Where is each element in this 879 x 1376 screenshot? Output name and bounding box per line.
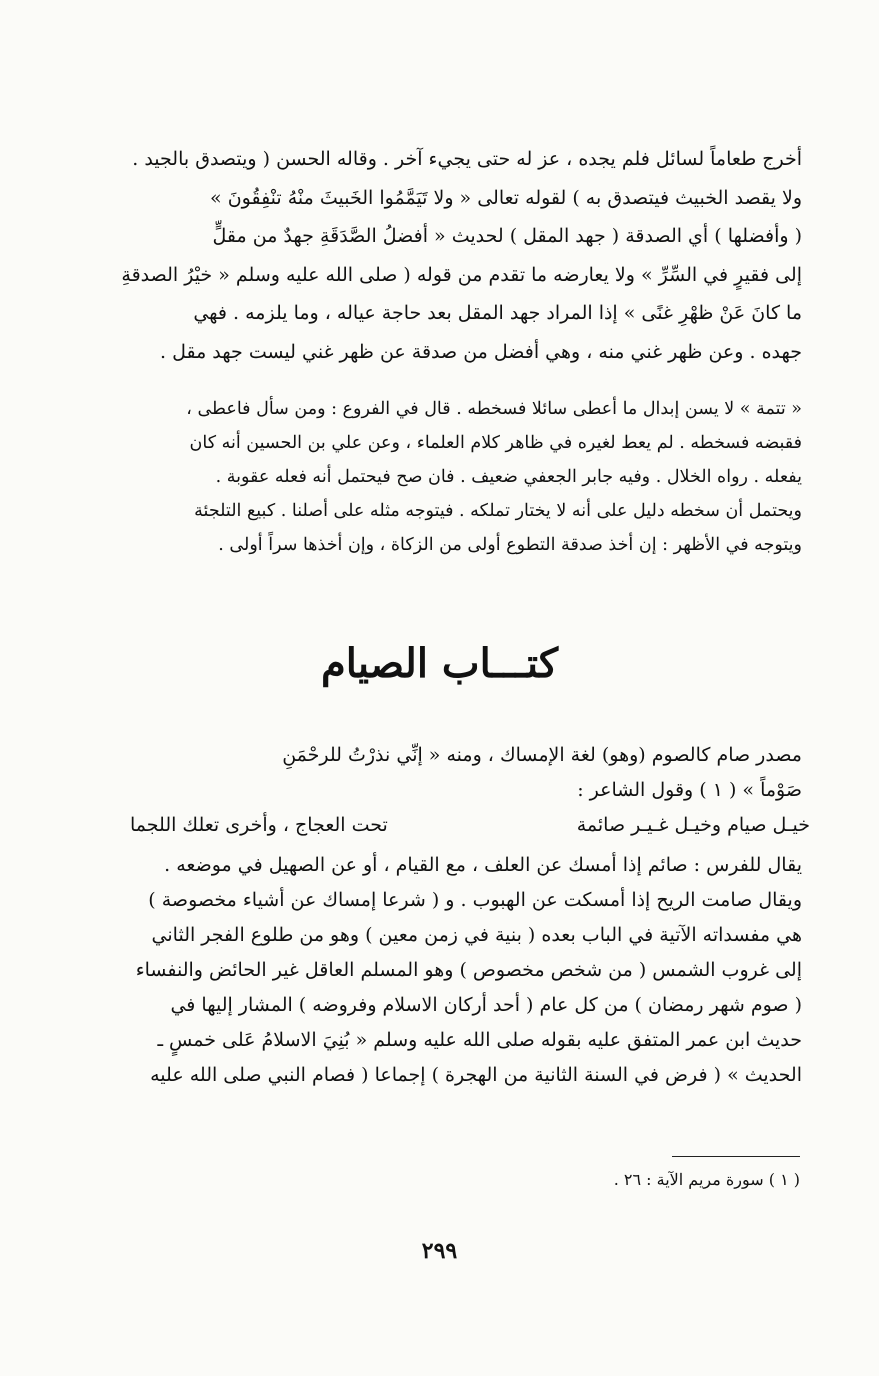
text-line: إلى فقيرٍ في السِّرِّ » ولا يعارضه ما تقدم من قوله ( صلى الله عليه وسلم « خيْرُ الصدقةِ <box>121 263 802 286</box>
text-line: ويحتمل أن سخطه دليل على أنه لا يختار تملكه . فيتوجه مثله على أصلنا . كبيع التلجئة <box>194 501 802 521</box>
footnote-divider <box>672 1156 800 1157</box>
text-line: الحديث » ( فرض في السنة الثانية من الهجرة ) إجماعا ( فصام النبي صلى الله عليه <box>150 1064 802 1086</box>
text-line: ( صوم شهر رمضان ) من كل عام ( أحد أركان الاسلام وفروضه ) المشار إليها في <box>170 994 802 1016</box>
paragraph-definition <box>92 738 802 808</box>
text-line: ويقال صامت الريح إذا أمسكت عن الهبوب . و ( شرعا إمساك عن أشياء مخصوصة ) <box>148 889 802 911</box>
footnote: ( ١ ) سورة مريم الآية : ٢٦ . <box>613 1170 800 1189</box>
text-line: ( وأفضلها ) أي الصدقة ( جهد المقل ) لحديث « أفضلُ الصَّدَقَةِ جهدٌ من مقلٍّ <box>212 225 802 247</box>
poem-hemistich-first: خيـل صيام وخيـل غـيـر صائمة <box>576 814 810 836</box>
page-number: ٢٩٩ <box>421 1238 458 1264</box>
text-line: فقبضه فسخطه . لم يعط لغيره في ظاهر كلام العلماء ، وعن علي بن الحسين أنه كان <box>189 433 802 453</box>
text-line: إلى غروب الشمس ( من شخص مخصوص ) وهو المسلم العاقل غير الحائض والنفساء <box>135 959 802 981</box>
text-line: « تتمة » لا يسن إبدال ما أعطى سائلا فسخطه . قال في الفروع : ومن سأل فاعطى ، <box>186 399 802 419</box>
poem-verse <box>130 808 810 843</box>
text-line: يقال للفرس : صائم إذا أمسك عن العلف ، مع القيام ، أو عن الصهيل في موضعه . <box>164 854 802 876</box>
poem-hemistich-second: تحت العجاج ، وأخرى تعلك اللجما <box>130 814 388 836</box>
text-line: أخرج طعاماً لسائل فلم يجده ، عز له حتى يجيء آخر . وقاله الحسن ( ويتصدق بالجيد . <box>132 148 802 170</box>
text-line: ويتوجه في الأظهر : إن أخذ صدقة التطوع أولى من الزكاة ، وإن أخذها سراً أولى . <box>218 535 802 555</box>
text-line: حديث ابن عمر المتفق عليه بقوله صلى الله عليه وسلم « بُنِيَ الاسلامُ عَلى خمسٍ ـ <box>157 1029 802 1051</box>
text-line: جهده . وعن ظهر غني منه ، وهي أفضل من صدقة عن ظهر غني ليست جهد مقل . <box>160 340 802 363</box>
text-line: مصدر صام كالصوم (وهو) لغة الإمساك ، ومنه « إنِّي نذرْتُ للرحْمَنِ <box>282 744 802 766</box>
paragraph-fasting <box>92 848 802 1093</box>
text-line: يفعله . رواه الخلال . وفيه جابر الجعفي ضعيف . فان صح فيحتمل أنه فعله عقوبة . <box>215 467 802 487</box>
text-line: صَوْماً » ( ١ ) وقول الشاعر : <box>577 779 802 801</box>
paragraph-alms <box>92 140 802 371</box>
text-line: هي مفسداته الآتية في الباب بعده ( بنية في زمن معين ) وهو من طلوع الفجر الثاني <box>151 924 802 946</box>
text-line: ولا يقصد الخبيث فيتصدق به ) لقوله تعالى « ولا تَيَمَّمُوا الخَبيثَ منْهُ تنْفِقُونَ » <box>210 186 802 209</box>
paragraph-supplement <box>92 392 802 562</box>
chapter-heading: كتـــاب الصيام <box>320 640 559 687</box>
text-line: ما كانَ عَنْ ظهْرِ غنًى » إذا المراد جهد المقل بعد حاجة عياله ، وما يلزمه . فهي <box>193 302 802 324</box>
